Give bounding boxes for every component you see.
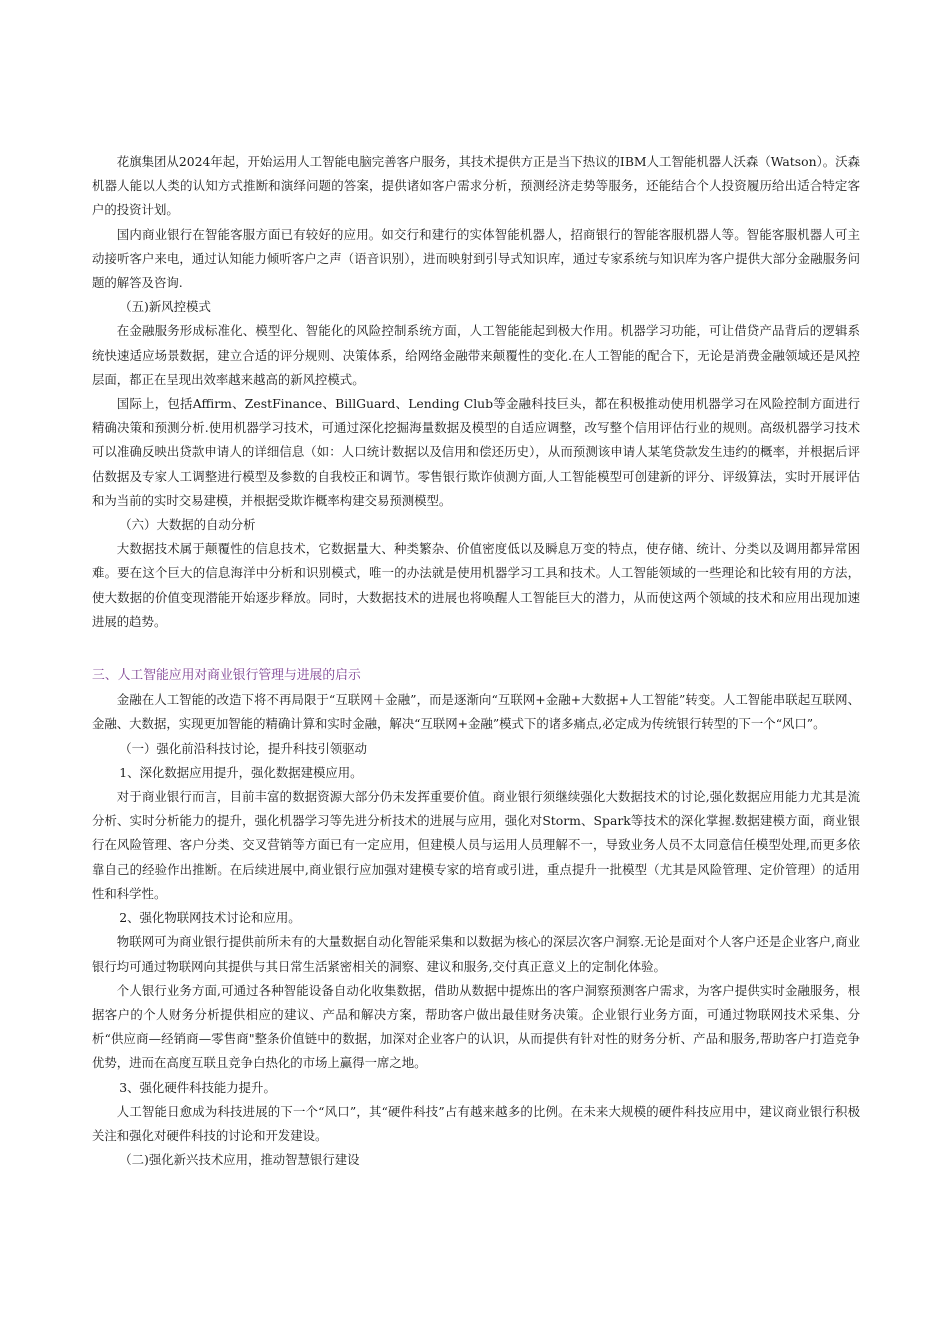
paragraph-iot-insight: 物联网可为商业银行提供前所未有的大量数据自动化智能采集和以数据为核心的深层次客户洞察.无论是面对个人客户还是企业客户,商业银行均可通过物联网向其提供与其日常生活紧密相关的洞察、建议和服务,交付真正意义上的定制化体验。 xyxy=(92,934,860,974)
subheading-hardware-tech: 3、强化硬件科技能力提升。 xyxy=(119,1079,276,1095)
paragraph-international-fintech: 国际上，包括Affirm、ZestFinance、BillGuard、Lending Club等金融科技巨头，都在积极推动使用机器学习在风险控制方面进行精确决策和预测分析.使用机器学习技术，可通过深化挖掘海量数据及模型的自适应调整，改写整个信用评估行业的规则。高级机器学习技术可以准确反映出贷款申请人的详细信息（如：人口统计数据以及信用和偿还历史），从而预测该申请人某笔贷款发生违约的概率，并根据后评估数据及专家人工调整进行模型及参数的自我校正和调节。零售银行欺诈侦测方面,人工智能模型可创建新的评分、评级算法，实时开展评估和为当前的实时交易建模，并根据受欺诈概率构建交易预测模型。 xyxy=(92,396,860,508)
paragraph-hardware-tech: 人工智能日愈成为科技进展的下一个“风口”，其“硬件科技”占有越来越多的比例。在未来大规模的硬件科技应用中，建议商业银行积极关注和强化对硬件科技的讨论和开发建设。 xyxy=(92,1103,860,1143)
paragraph-citigroup-watson: 花旗集团从2024年起，开始运用人工智能电脑完善客户服务，其技术提供方正是当下热议的IBM人工智能机器人沃森（Watson）。沃森机器人能以人类的认知方式推断和演绎问题的答案，提供诸如客户需求分析，预测经济走势等服务，还能结合个人投资履历给出适合特定客户的投资计划。 xyxy=(92,154,860,218)
subheading-iot: 2、强化物联网技术讨论和应用。 xyxy=(119,910,301,926)
subheading-data-modeling: 1、深化数据应用提升，强化数据建模应用。 xyxy=(119,764,363,780)
subheading-smart-bank: （二)强化新兴技术应用，推动智慧银行建设 xyxy=(119,1152,360,1168)
subheading-frontier-tech: （一）强化前沿科技讨论，提升科技引领驱动 xyxy=(119,740,368,756)
paragraph-data-resources: 对于商业银行而言，目前丰富的数据资源大部分仍未发挥重要价值。商业银行须继续强化大数据技术的讨论,强化数据应用能力尤其是流分析、实时分析能力的提升，强化机器学习等先进分析技术的进展与应用，强化对Storm、Spark等技术的深化掌握.数据建模方面，商业银行在风险管理、客户分类、交叉营销等方面已有一定应用，但建模人员与运用人员理解不一，导致业务人员不太同意信任模型处理,而更多依靠自己的经验作出推断。在后续进展中,商业银行应加强对建模专家的培育或引进，重点提升一批模型（尤其是风险管理、定价管理）的适用性和科学性。 xyxy=(92,789,860,901)
paragraph-risk-control-systems: 在金融服务形成标准化、模型化、智能化的风险控制系统方面，人工智能能起到极大作用。机器学习功能，可让借贷产品背后的逻辑系统快速适应场景数据，建立合适的评分规则、决策体系，给网络金融带来颠覆性的变化.在人工智能的配合下，无论是消费金融领域还是风控层面，都正在呈现出效率越来越高的新风控模式。 xyxy=(92,323,860,387)
subheading-big-data-analysis: （六）大数据的自动分析 xyxy=(119,517,256,533)
document-page xyxy=(92,150,860,1172)
paragraph-domestic-smart-service: 国内商业银行在智能客服方面已有较好的应用。如交行和建行的实体智能机器人，招商银行的智能客服机器人等。智能客服机器人可主动接听客户来电，通过认知能力倾听客户之声（语音识别），进而映射到引导式知识库，通过专家系统与知识库为客户提供大部分金融服务问题的解答及咨询. xyxy=(92,226,860,291)
subheading-new-risk-control: （五)新风控模式 xyxy=(119,299,211,315)
paragraph-ai-finance-transformation: 金融在人工智能的改造下将不再局限于“互联网＋金融”，而是逐渐向“互联网+金融+大数据+人工智能”转变。人工智能串联起互联网、金融、大数据，实现更加智能的精确计算和实时金融，解决“互联网+金融”模式下的诸多痛点,必定成为传统银行转型的下一个“风口”。 xyxy=(92,692,860,732)
paragraph-big-data: 大数据技术属于颠覆性的信息技术，它数据量大、种类繁杂、价值密度低以及瞬息万变的特点，使存储、统计、分类以及调用都异常困难。要在这个巨大的信息海洋中分析和识别模式，唯一的办法就是使用机器学习工具和技术。人工智能领域的一些理论和比较有用的方法，使大数据的价值变现潜能开始逐步释放。同时，大数据技术的进展也将唤醒人工智能巨大的潜力，从而使这两个领域的技术和应用出现加速进展的趋势。 xyxy=(92,541,860,629)
paragraph-personal-banking: 个人银行业务方面,可通过各种智能设备自动化收集数据，借助从数据中提炼出的客户洞察预测客户需求，为客户提供实时金融服务，根据客户的个人财务分析提供相应的建议、产品和解决方案，帮助客户做出最佳财务决策。企业银行业务方面，可通过物联网技术采集、分析“供应商—经销商—零售商"整条价值链中的数据，加深对企业客户的认识，从而提供有针对性的财务分析、产品和服务,帮助客户打造竞争优势，进而在高度互联且竞争白热化的市场上赢得一席之地。 xyxy=(92,982,860,1071)
section-title-three: 三、人工智能应用对商业银行管理与进展的启示 xyxy=(92,668,361,684)
